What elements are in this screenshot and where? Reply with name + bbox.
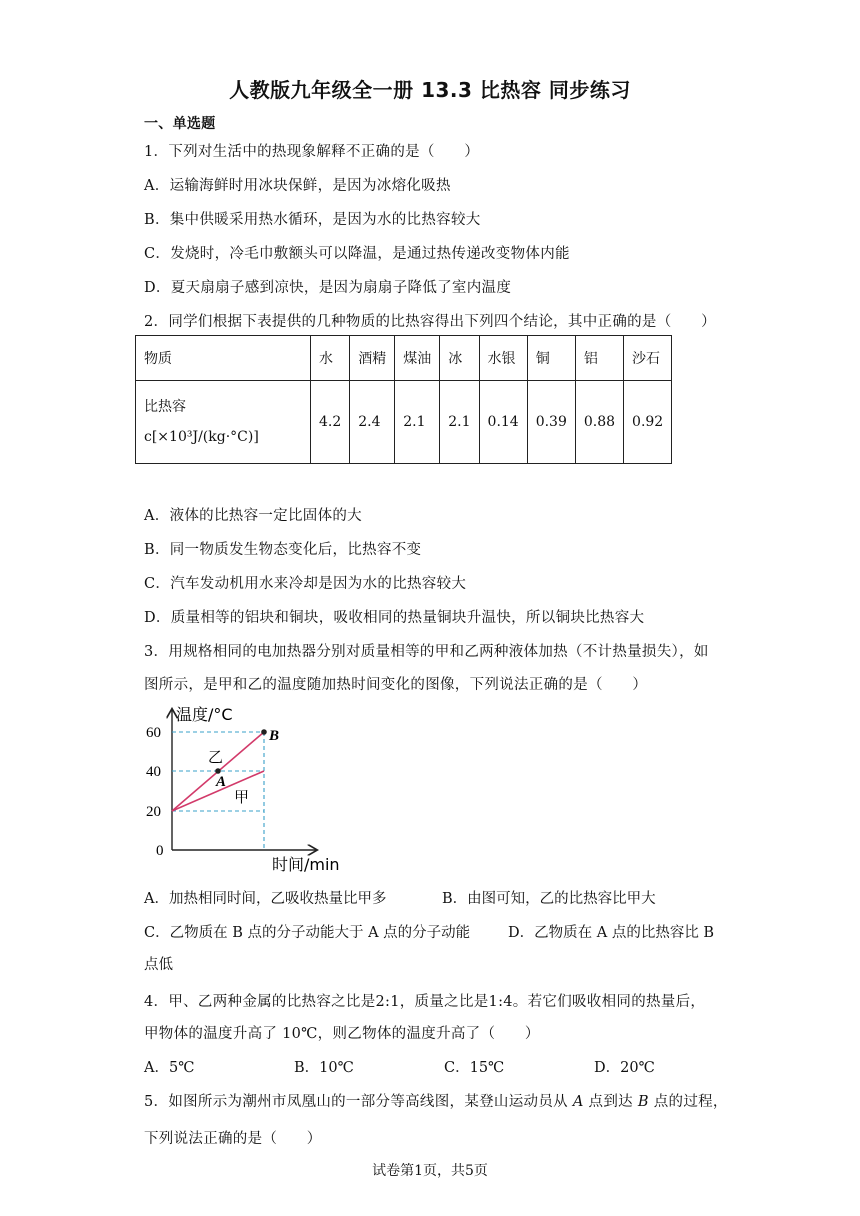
table-value: 2.4 xyxy=(350,381,395,464)
table-substance: 冰 xyxy=(440,336,479,381)
q3-option-b: B．由图可知，乙的比热容比甲大 xyxy=(442,891,656,907)
section-heading: 一、单选题 xyxy=(144,116,216,132)
table-value: 0.39 xyxy=(527,381,575,464)
q4-option-b: B．10℃ xyxy=(294,1060,354,1076)
series-yi-label: 乙 xyxy=(208,748,224,766)
table-substance: 煤油 xyxy=(395,336,440,381)
q4-option-d: D．20℃ xyxy=(594,1060,655,1076)
table-value: 0.92 xyxy=(624,381,672,464)
specific-heat-table xyxy=(135,335,672,464)
temperature-time-graph xyxy=(136,700,356,878)
q3-option-c: C．乙物质在 B 点的分子动能大于 A 点的分子动能 xyxy=(144,925,471,941)
table-value: 0.14 xyxy=(479,381,527,464)
q5-stem-text: 点到达 xyxy=(583,1094,638,1110)
q4-stem-line1: 4．甲、乙两种金属的比热容之比是2:1，质量之比是1:4。若它们吸收相同的热量后， xyxy=(144,994,706,1010)
table-value-row xyxy=(136,381,672,464)
x-axis-label: 时间/min xyxy=(272,855,340,874)
q3-stem-line1: 3．用规格相同的电加热器分别对质量相等的甲和乙两种液体加热（不计热量损失），如 xyxy=(144,644,709,660)
table-substance: 铜 xyxy=(527,336,575,381)
q1-option-a: A．运输海鲜时用冰块保鲜，是因为冰熔化吸热 xyxy=(144,178,451,194)
q5-stem-line2: 下列说法正确的是（ ） xyxy=(144,1131,322,1147)
q2-option-d: D．质量相等的铝块和铜块，吸收相同的热量铜块升温快，所以铜块比热容大 xyxy=(144,610,645,626)
q5-stem-text: 5．如图所示为潮州市凤凰山的一部分等高线图，某登山运动员从 xyxy=(144,1094,573,1110)
table-substance: 酒精 xyxy=(350,336,395,381)
page-title: 人教版九年级全一册 13.3 比热容 同步练习 xyxy=(229,78,631,102)
point-a-dot xyxy=(215,768,221,774)
q2-stem: 2．同学们根据下表提供的几种物质的比热容得出下列四个结论，其中正确的是（ ） xyxy=(144,314,716,330)
q4-option-c: C．15℃ xyxy=(444,1060,505,1076)
y-tick-40: 40 xyxy=(146,764,161,780)
y-tick-60: 60 xyxy=(146,725,161,741)
table-substance: 水 xyxy=(311,336,350,381)
y-tick-0: 0 xyxy=(156,843,164,859)
table-substance: 铝 xyxy=(575,336,623,381)
q5-point-b: B xyxy=(637,1094,649,1110)
table-substance: 水银 xyxy=(479,336,527,381)
page-footer: 试卷第1页，共5页 xyxy=(372,1163,488,1179)
table-value: 2.1 xyxy=(440,381,479,464)
y-tick-20: 20 xyxy=(146,804,161,820)
y-axis-label: 温度/°C xyxy=(176,705,233,724)
q2-option-c: C．汽车发动机用水来冷却是因为水的比热容较大 xyxy=(144,576,467,592)
table-header-row xyxy=(136,336,672,381)
point-b-label: B xyxy=(269,728,280,744)
table-row-label-line2: c[×10³J/(kg·°C)] xyxy=(144,429,259,445)
q2-option-b: B．同一物质发生物态变化后，比热容不变 xyxy=(144,542,422,558)
q5-point-a: A xyxy=(572,1094,584,1110)
q3-option-d-cont: 点低 xyxy=(144,957,173,973)
q1-option-b: B．集中供暖采用热水循环，是因为水的比热容较大 xyxy=(144,212,481,228)
table-row-label-line1: 比热容 xyxy=(144,399,186,415)
q3-option-d: D．乙物质在 A 点的比热容比 B xyxy=(508,925,715,941)
q1-stem: 1．下列对生活中的热现象解释不正确的是（ ） xyxy=(144,144,480,160)
q5-stem-text: 点的过程， xyxy=(648,1094,728,1110)
table-value: 2.1 xyxy=(395,381,440,464)
table-substance: 沙石 xyxy=(624,336,672,381)
table-row-label xyxy=(136,381,311,464)
q1-option-c: C．发烧时，冷毛巾敷额头可以降温，是通过热传递改变物体内能 xyxy=(144,246,570,262)
q3-option-a: A．加热相同时间，乙吸收热量比甲多 xyxy=(144,891,387,907)
q2-option-a: A．液体的比热容一定比固体的大 xyxy=(144,508,362,524)
table-value: 0.88 xyxy=(575,381,623,464)
point-a-label: A xyxy=(216,774,227,790)
q4-stem-line2: 甲物体的温度升高了 10℃，则乙物体的温度升高了（ ） xyxy=(144,1026,540,1042)
series-jia-label: 甲 xyxy=(234,788,250,806)
table-value: 4.2 xyxy=(311,381,350,464)
table-header-label: 物质 xyxy=(136,336,311,381)
q4-option-a: A．5℃ xyxy=(144,1060,195,1076)
q5-stem-line1 xyxy=(144,1090,728,1111)
q1-option-d: D．夏天扇扇子感到凉快，是因为扇扇子降低了室内温度 xyxy=(144,280,512,296)
point-b-dot xyxy=(261,729,267,735)
q3-stem-line2: 图所示，是甲和乙的温度随加热时间变化的图像，下列说法正确的是（ ） xyxy=(144,677,648,693)
